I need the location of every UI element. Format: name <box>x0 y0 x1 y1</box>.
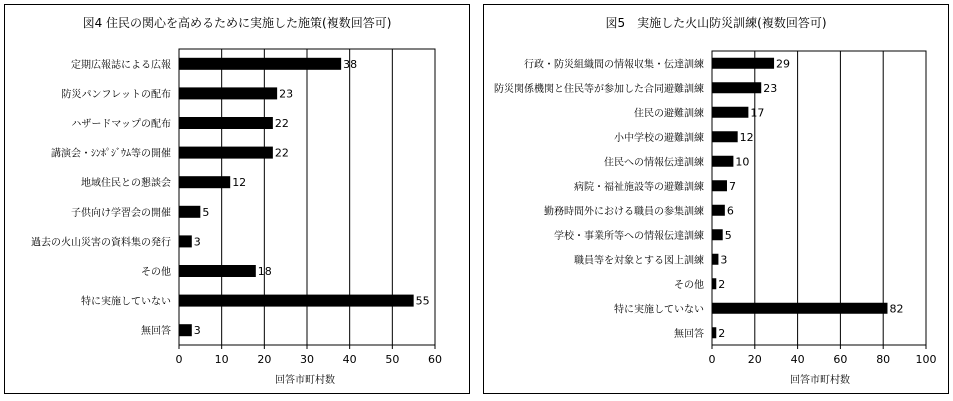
x-tick-label: 20 <box>257 353 272 366</box>
x-tick-label: 0 <box>175 353 183 366</box>
bar <box>712 82 761 93</box>
bar <box>179 176 230 188</box>
bar <box>712 303 887 314</box>
x-tick-label: 0 <box>708 353 716 366</box>
x-tick-label: 100 <box>915 353 937 366</box>
x-axis-title: 回答市町村数 <box>275 375 335 386</box>
value-label: 22 <box>274 146 289 160</box>
x-tick-label: 10 <box>214 353 229 366</box>
x-tick-label: 60 <box>428 353 442 366</box>
category-label: 特に実施していない <box>614 304 704 316</box>
bar <box>712 229 723 240</box>
x-tick-label: 80 <box>876 353 891 366</box>
value-label: 38 <box>343 57 358 71</box>
bar <box>179 117 273 129</box>
x-tick-label: 60 <box>833 353 848 366</box>
bar <box>712 131 738 142</box>
value-label: 17 <box>750 106 765 120</box>
category-label: 過去の火山災害の資料集の発行 <box>31 237 171 249</box>
category-label: 子供向け学習会の開催 <box>71 207 171 219</box>
value-label: 12 <box>232 176 247 190</box>
bar <box>179 295 414 307</box>
bar <box>179 324 192 336</box>
category-label: 防災関係機関と住民等が参加した合同避難訓練 <box>494 83 704 95</box>
value-label: 3 <box>193 324 201 338</box>
chart-title: 図5 実施した火山防災訓練(複数回答可) <box>605 16 827 30</box>
category-label: 行政・防災組織間の情報収集・伝達訓練 <box>524 59 704 71</box>
bar <box>179 206 200 218</box>
value-label: 23 <box>763 81 778 95</box>
category-label: ハザードマップの配布 <box>71 119 171 130</box>
chart-panel-fig4 <box>4 4 470 394</box>
category-label: 住民の避難訓練 <box>634 108 704 120</box>
chart-fig4 <box>5 5 469 393</box>
value-label: 18 <box>257 265 272 278</box>
bar <box>712 254 718 265</box>
value-label: 5 <box>724 228 732 242</box>
bar <box>179 58 341 70</box>
category-label: 特に実施していない <box>81 296 171 308</box>
bar <box>712 278 716 289</box>
value-label: 3 <box>193 235 201 249</box>
chart-title: 図4 住民の関心を高めるために実施した施策(複数回答可) <box>82 16 392 30</box>
value-label: 12 <box>739 130 754 144</box>
category-label: 病院・福祉施設等の避難訓練 <box>574 181 704 193</box>
value-label: 3 <box>720 253 728 267</box>
category-label: 職員等を対象とする図上訓練 <box>574 255 704 267</box>
chart-fig5 <box>484 5 948 393</box>
bar <box>179 87 277 99</box>
x-axis-title: 回答市町村数 <box>790 375 850 386</box>
value-label: 7 <box>728 179 736 193</box>
category-label: 小中学校の避難訓練 <box>614 132 704 144</box>
bar <box>712 107 748 118</box>
value-label: 2 <box>718 277 726 291</box>
bar <box>179 147 273 159</box>
category-label: その他 <box>141 267 171 278</box>
category-label: 講演会・ｼﾝﾎﾟｼﾞｳﾑ等の開催 <box>51 148 171 160</box>
category-label: 地域住民との懇談会 <box>81 178 171 190</box>
category-label: 防災パンフレットの配布 <box>61 89 171 101</box>
bar <box>179 235 192 247</box>
x-tick-label: 50 <box>385 353 400 366</box>
category-label: 勤務時間外における職員の参集訓練 <box>544 206 704 218</box>
category-label: 無回答 <box>141 326 171 338</box>
chart-panel-fig5 <box>483 4 949 394</box>
bar <box>712 205 725 216</box>
value-label: 23 <box>279 87 294 101</box>
value-label: 55 <box>415 294 430 308</box>
value-label: 10 <box>735 155 750 169</box>
bar <box>179 265 256 277</box>
x-tick-label: 40 <box>342 353 357 366</box>
value-label: 82 <box>889 302 904 316</box>
value-label: 22 <box>274 117 289 130</box>
value-label: 29 <box>776 57 791 71</box>
category-label: 定期広報誌による広報 <box>71 59 171 71</box>
bar <box>712 327 716 338</box>
x-tick-label: 40 <box>790 353 805 366</box>
value-label: 6 <box>726 204 734 218</box>
bar <box>712 58 774 69</box>
bar <box>712 180 727 191</box>
category-label: 無回答 <box>674 328 704 340</box>
x-tick-label: 30 <box>300 353 314 366</box>
category-label: その他 <box>674 279 704 291</box>
plot-area <box>712 51 926 345</box>
category-label: 住民への情報伝達訓練 <box>604 157 704 169</box>
value-label: 5 <box>202 205 210 219</box>
value-label: 2 <box>718 326 726 340</box>
x-tick-label: 20 <box>747 353 762 366</box>
category-label: 学校・事業所等への情報伝達訓練 <box>554 230 704 242</box>
bar <box>712 156 733 167</box>
